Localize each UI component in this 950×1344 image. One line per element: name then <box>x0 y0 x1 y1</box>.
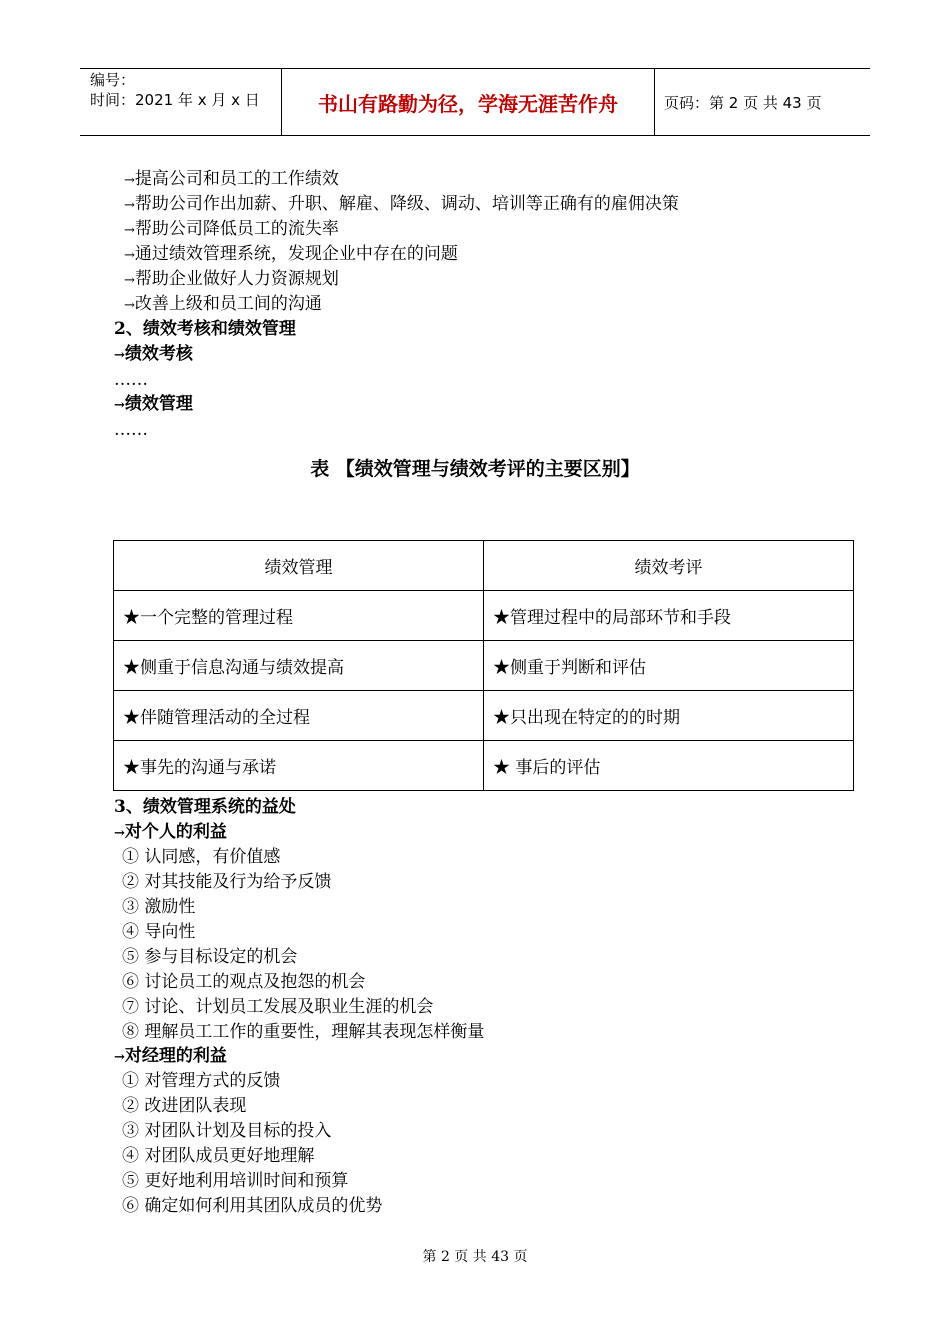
arrow-icon: → <box>114 1050 125 1065</box>
table-cell: ★ 事后的评估 <box>484 741 854 791</box>
list-item: ⑦ 讨论、计划员工发展及职业生涯的机会 <box>122 997 434 1017</box>
individual-heading: →对个人的利益 <box>114 822 227 842</box>
list-item: →改善上级和员工间的沟通 <box>124 294 322 314</box>
arrow-icon: → <box>124 198 135 213</box>
header-bottom-rule <box>80 135 870 136</box>
page-footer: 第 2 页 共 43 页 <box>422 1249 528 1265</box>
header-time-label: 时间：2021 年 x 月 x 日 <box>90 91 260 109</box>
arrow-icon: → <box>114 348 125 363</box>
arrow-icon: → <box>124 298 135 313</box>
table-header-row <box>114 541 854 591</box>
list-item: ⑥ 讨论员工的观点及抱怨的机会 <box>122 972 366 992</box>
list-item: →帮助公司降低员工的流失率 <box>124 219 339 239</box>
list-item: ② 改进团队表现 <box>122 1096 247 1116</box>
list-item: ⑧ 理解员工工作的重要性，理解其表现怎样衡量 <box>122 1022 485 1042</box>
header-motto: 书山有路勤为径，学海无涯苦作舟 <box>318 92 618 116</box>
list-item: ② 对其技能及行为给予反馈 <box>122 872 332 892</box>
list-item: →帮助企业做好人力资源规划 <box>124 269 339 289</box>
table-cell: ★伴随管理活动的全过程 <box>114 691 484 741</box>
list-item: →通过绩效管理系统，发现企业中存在的问题 <box>124 244 458 264</box>
table-row <box>114 741 854 791</box>
list-item: ⑤ 更好地利用培训时间和预算 <box>122 1171 349 1191</box>
header-top-rule <box>80 68 870 69</box>
table-row <box>114 591 854 641</box>
header-number-label: 编号： <box>90 71 136 89</box>
list-item: ① 对管理方式的反馈 <box>122 1071 281 1091</box>
list-item: ④ 对团队成员更好地理解 <box>122 1146 315 1166</box>
table-header-cell: 绩效管理 <box>114 541 484 591</box>
header-page-label: 页码：第 2 页 共 43 页 <box>664 94 822 112</box>
list-item: ③ 激励性 <box>122 897 196 917</box>
section2-sub1: →绩效考核 <box>114 344 193 364</box>
table-row <box>114 641 854 691</box>
list-item: ④ 导向性 <box>122 922 196 942</box>
list-item: ③ 对团队计划及目标的投入 <box>122 1121 332 1141</box>
table-cell: ★侧重于判断和评估 <box>484 641 854 691</box>
list-item: →帮助公司作出加薪、升职、解雇、降级、调动、培训等正确有的雇佣决策 <box>124 194 679 214</box>
table-row <box>114 691 854 741</box>
list-item: →提高公司和员工的工作绩效 <box>124 169 339 189</box>
list-item: ⑤ 参与目标设定的机会 <box>122 947 298 967</box>
list-item: ⑥ 确定如何利用其团队成员的优势 <box>122 1196 383 1216</box>
arrow-icon: → <box>114 826 125 841</box>
table-cell: ★事先的沟通与承诺 <box>114 741 484 791</box>
table-cell: ★只出现在特定的的时期 <box>484 691 854 741</box>
header-divider-right <box>654 68 655 135</box>
section2-sub2: →绩效管理 <box>114 394 193 414</box>
list-item: ① 认同感，有价值感 <box>122 847 281 867</box>
section2-ellipsis2: …… <box>114 420 148 440</box>
section3-title: 3、绩效管理系统的益处 <box>114 797 296 817</box>
table-cell: ★管理过程中的局部环节和手段 <box>484 591 854 641</box>
table-cell: ★侧重于信息沟通与绩效提高 <box>114 641 484 691</box>
section2-title: 2、绩效考核和绩效管理 <box>114 319 296 339</box>
arrow-icon: → <box>114 398 125 413</box>
comparison-table <box>113 540 854 791</box>
arrow-icon: → <box>124 223 135 238</box>
table-cell: ★一个完整的管理过程 <box>114 591 484 641</box>
arrow-icon: → <box>124 248 135 263</box>
manager-heading: →对经理的利益 <box>114 1046 227 1066</box>
section2-ellipsis1: …… <box>114 370 148 390</box>
arrow-icon: → <box>124 273 135 288</box>
table-caption: 表 【绩效管理与绩效考评的主要区别】 <box>310 458 640 480</box>
table-header-cell: 绩效考评 <box>484 541 854 591</box>
arrow-icon: → <box>124 173 135 188</box>
